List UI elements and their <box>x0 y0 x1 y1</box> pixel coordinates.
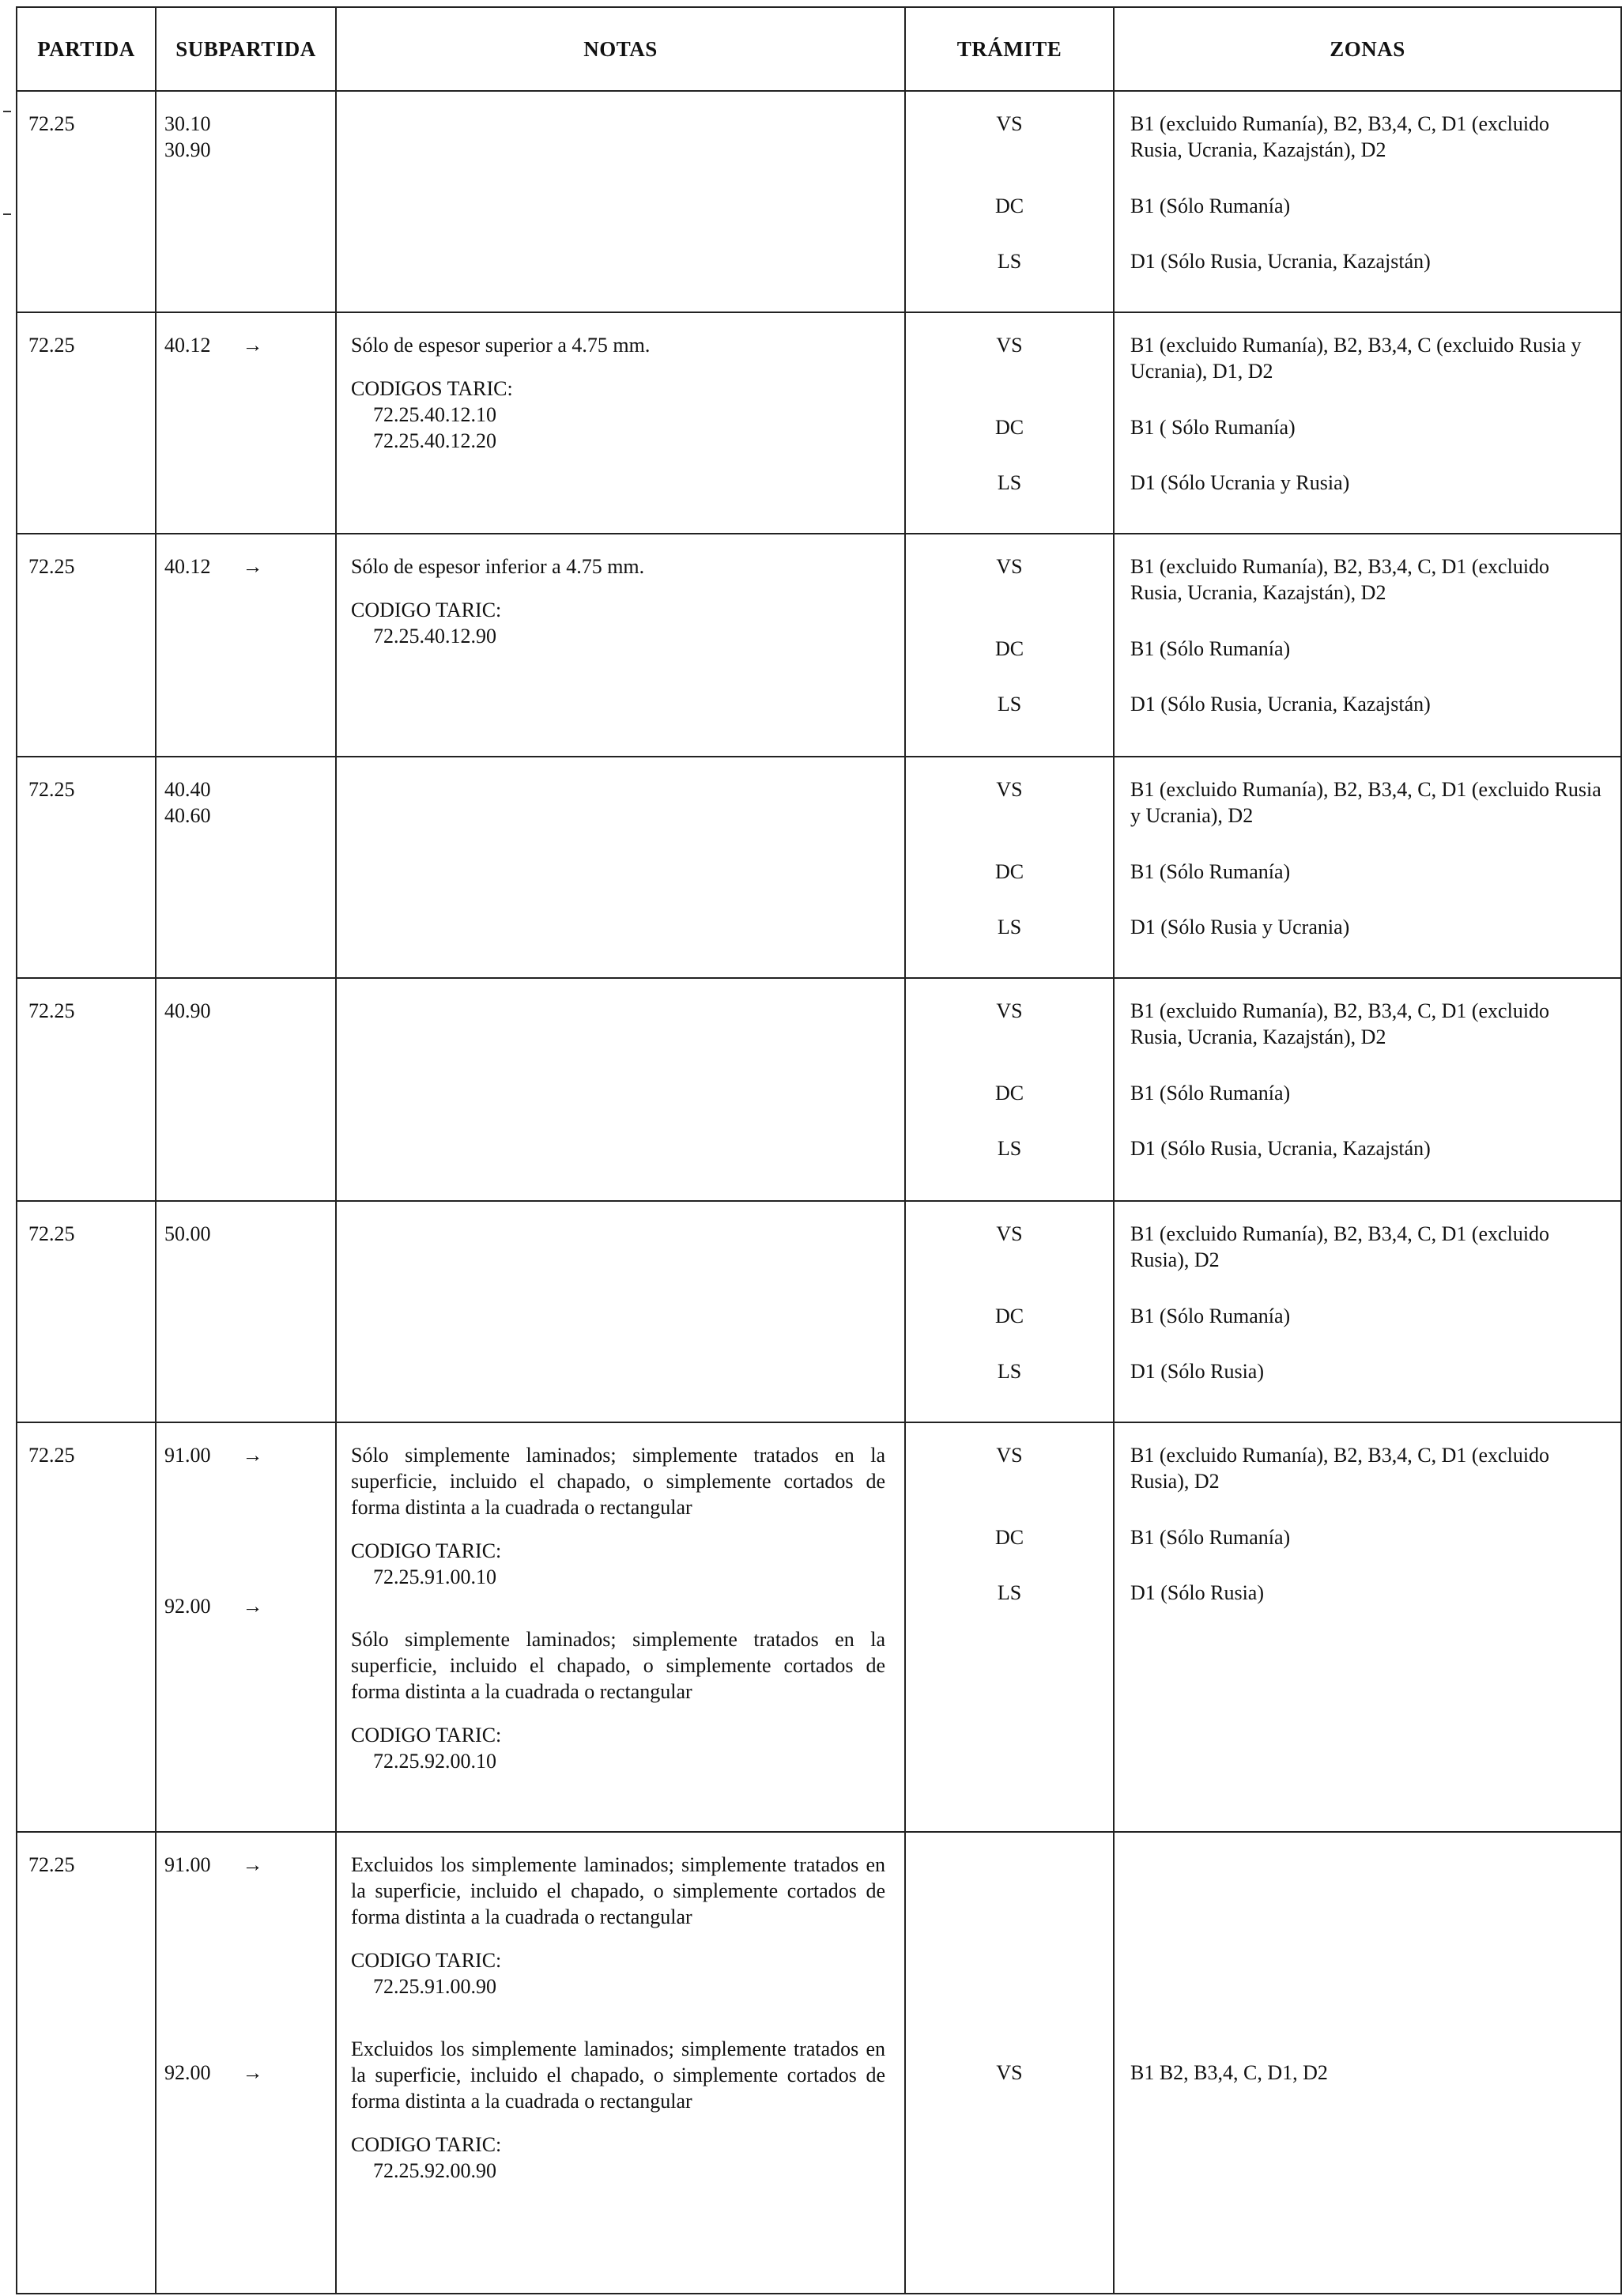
margin-mark <box>3 111 11 112</box>
partida-cell <box>17 91 156 312</box>
note-block <box>351 1626 885 1774</box>
tramite-cell <box>905 312 1114 534</box>
notas-cell <box>336 1422 905 1832</box>
tramite-value: VS <box>996 334 1023 357</box>
zona-value: B1 (Sólo Rumanía) <box>1130 860 1291 883</box>
arrow-icon: → <box>242 334 263 357</box>
arrow-icon: → <box>242 555 263 578</box>
table-row <box>17 534 1621 757</box>
tramite-cell <box>905 1832 1114 2294</box>
zona-value: B1 (Sólo Rumanía) <box>1130 1305 1291 1327</box>
tramite-value: DC <box>994 860 1024 883</box>
subpartida-cell <box>156 1832 336 2294</box>
tramite-value: LS <box>997 250 1022 273</box>
subpartida-cell <box>156 534 336 757</box>
tramite-value: LS <box>997 1360 1022 1383</box>
subpartida-code: 40.12 <box>164 555 211 578</box>
notas-cell <box>336 534 905 757</box>
tramite-cell <box>905 757 1114 978</box>
arrow-icon: → <box>242 1853 263 1876</box>
subpartida-line <box>164 111 335 137</box>
subpartida-code: 40.12 <box>164 334 211 357</box>
tramite-value: LS <box>997 693 1022 716</box>
zona-value: B1 (Sólo Rumanía) <box>1130 1526 1291 1549</box>
taric-codes <box>351 1564 885 1590</box>
zona-value: B1 ( Sólo Rumanía) <box>1130 416 1296 439</box>
partida-value: 72.25 <box>28 1853 75 1876</box>
zona-value: D1 (Sólo Rusia, Ucrania, Kazajstán) <box>1130 250 1431 273</box>
notas-cell <box>336 1201 905 1422</box>
subpartida-line <box>164 776 335 802</box>
taric-label: CODIGO TARIC: <box>351 599 502 621</box>
notas-cell <box>336 757 905 978</box>
zonas-cell <box>1114 534 1621 757</box>
zonas-cell <box>1114 91 1621 312</box>
zonas-cell <box>1114 312 1621 534</box>
header-partida: PARTIDA <box>17 7 156 91</box>
tramite-cell <box>905 534 1114 757</box>
subpartida-code: 92.00 <box>164 2061 211 2084</box>
header-subpartida: SUBPARTIDA <box>156 7 336 91</box>
header-zonas: ZONAS <box>1114 7 1621 91</box>
zona-value: D1 (Sólo Rusia y Ucrania) <box>1130 916 1350 938</box>
partida-value: 72.25 <box>28 999 75 1022</box>
tariff-table <box>16 6 1622 2294</box>
table-row <box>17 312 1621 534</box>
subpartida-code: 30.90 <box>164 138 211 161</box>
tramite-value: LS <box>997 916 1022 938</box>
note-block <box>351 2036 885 2184</box>
zona-value: B1 (excluido Rumanía), B2, B3,4, C (excluido Rusia y Ucrania), D1, D2 <box>1130 334 1582 383</box>
partida-value: 72.25 <box>28 1444 75 1467</box>
subpartida-line <box>164 802 335 829</box>
notas-cell <box>336 1832 905 2294</box>
taric-code: 72.25.40.12.10 <box>373 403 496 426</box>
subpartida-code: 91.00 <box>164 1444 211 1467</box>
zona-value: B1 (excluido Rumanía), B2, B3,4, C, D1 (excluido Rusia, Ucrania, Kazajstán), D2 <box>1130 555 1550 604</box>
header-row <box>17 7 1621 91</box>
zona-value: B1 (excluido Rumanía), B2, B3,4, C, D1 (excluido Rusia y Ucrania), D2 <box>1130 778 1601 827</box>
taric-codes <box>351 2158 885 2184</box>
zona-value: D1 (Sólo Rusia) <box>1130 1360 1264 1383</box>
notas-cell <box>336 978 905 1201</box>
subpartida-cell <box>156 1201 336 1422</box>
taric-label: CODIGO TARIC: <box>351 2133 502 2156</box>
taric-codes <box>351 402 885 454</box>
note-block <box>351 1852 885 2000</box>
partida-cell <box>17 1422 156 1832</box>
zona-value: D1 (Sólo Rusia, Ucrania, Kazajstán) <box>1130 1137 1431 1160</box>
zona-value: B1 (Sólo Rumanía) <box>1130 637 1291 660</box>
table-row <box>17 978 1621 1201</box>
zonas-cell <box>1114 1201 1621 1422</box>
subpartida-line <box>164 332 335 358</box>
table-row <box>17 1422 1621 1832</box>
tramite-value: VS <box>996 555 1023 578</box>
partida-cell <box>17 534 156 757</box>
taric-code: 72.25.91.00.90 <box>373 1975 496 1998</box>
zona-value: B1 (excluido Rumanía), B2, B3,4, C, D1 (excluido Rusia, Ucrania, Kazajstán), D2 <box>1130 999 1550 1048</box>
note-block <box>351 332 885 454</box>
zona-value: B1 (excluido Rumanía), B2, B3,4, C, D1 (excluido Rusia, Ucrania, Kazajstán), D2 <box>1130 112 1550 161</box>
taric-label: CODIGO TARIC: <box>351 1539 502 1562</box>
table-row <box>17 1201 1621 1422</box>
header-tramite: TRÁMITE <box>905 7 1114 91</box>
subpartida-cell <box>156 978 336 1201</box>
partida-value: 72.25 <box>28 778 75 801</box>
subpartida-line <box>164 1442 335 1468</box>
partida-cell <box>17 757 156 978</box>
subpartida-code: 40.60 <box>164 804 211 827</box>
subpartida-code: 40.40 <box>164 778 211 801</box>
taric-label: CODIGO TARIC: <box>351 1949 502 1972</box>
tramite-value: VS <box>996 999 1023 1022</box>
tramite-value: LS <box>997 1137 1022 1160</box>
note-block <box>351 553 885 649</box>
arrow-icon: → <box>242 2061 263 2084</box>
zona-value: B1 (Sólo Rumanía) <box>1130 194 1291 217</box>
tramite-value: LS <box>997 471 1022 494</box>
subpartida-line <box>164 553 335 580</box>
tramite-value: LS <box>997 1581 1022 1604</box>
zona-value: B1 (excluido Rumanía), B2, B3,4, C, D1 (excluido Rusia), D2 <box>1130 1222 1550 1271</box>
partida-cell <box>17 1832 156 2294</box>
subpartida-cell <box>156 757 336 978</box>
tramite-value: VS <box>996 2060 1023 2084</box>
arrow-icon: → <box>242 1595 263 1618</box>
subpartida-line <box>164 2060 335 2086</box>
partida-value: 72.25 <box>28 1222 75 1245</box>
taric-code: 72.25.40.12.20 <box>373 429 496 452</box>
taric-code: 72.25.92.00.90 <box>373 2159 496 2182</box>
tramite-cell <box>905 1201 1114 1422</box>
subpartida-code: 92.00 <box>164 1595 211 1618</box>
arrow-icon: → <box>242 1444 263 1467</box>
subpartida-line <box>164 1593 335 1619</box>
zona-value: D1 (Sólo Ucrania y Rusia) <box>1130 471 1350 494</box>
tramite-value: VS <box>996 778 1023 801</box>
table-row <box>17 1832 1621 2294</box>
subpartida-code: 91.00 <box>164 1853 211 1876</box>
taric-label: CODIGO TARIC: <box>351 1724 502 1747</box>
table-body <box>17 91 1621 2294</box>
tramite-cell <box>905 1422 1114 1832</box>
note-text: Sólo simplemente laminados; simplemente tratados en la superficie, incluido el chapado, o simplemente cortados de forma distinta a la cuadrada o rectangular <box>351 1444 885 1519</box>
taric-code: 72.25.91.00.10 <box>373 1565 496 1588</box>
partida-cell <box>17 978 156 1201</box>
notas-cell <box>336 312 905 534</box>
subpartida-line <box>164 1852 335 1878</box>
note-text: Sólo de espesor inferior a 4.75 mm. <box>351 555 645 578</box>
partida-cell <box>17 312 156 534</box>
tramite-value: VS <box>996 1444 1023 1467</box>
taric-code: 72.25.40.12.90 <box>373 625 496 648</box>
taric-codes <box>351 623 885 649</box>
tramite-value: DC <box>994 637 1024 660</box>
tramite-value: DC <box>994 1082 1024 1105</box>
tramite-cell <box>905 978 1114 1201</box>
table-row <box>17 91 1621 312</box>
tramite-value: DC <box>994 416 1024 439</box>
zonas-cell <box>1114 1832 1621 2294</box>
zonas-cell <box>1114 1422 1621 1832</box>
zona-value: B1 (Sólo Rumanía) <box>1130 1082 1291 1105</box>
notas-cell <box>336 91 905 312</box>
zonas-cell <box>1114 978 1621 1201</box>
tramite-value: DC <box>994 1526 1024 1549</box>
subpartida-cell <box>156 91 336 312</box>
partida-cell <box>17 1201 156 1422</box>
note-block <box>351 1442 885 1590</box>
table-row <box>17 757 1621 978</box>
note-text: Sólo simplemente laminados; simplemente tratados en la superficie, incluido el chapado, o simplemente cortados de forma distinta a la cuadrada o rectangular <box>351 1628 885 1703</box>
tramite-value: VS <box>996 1222 1023 1245</box>
header-notas: NOTAS <box>336 7 905 91</box>
taric-code: 72.25.92.00.10 <box>373 1750 496 1773</box>
taric-codes <box>351 1973 885 2000</box>
partida-value: 72.25 <box>28 555 75 578</box>
note-text: Excluidos los simplemente laminados; simplemente tratados en la superficie, incluido el chapado, o simplemente cortados de forma distinta a la cuadrada o rectangular <box>351 1853 885 1928</box>
margin-mark <box>3 213 11 215</box>
subpartida-line <box>164 1221 335 1247</box>
subpartida-line <box>164 137 335 163</box>
partida-value: 72.25 <box>28 112 75 135</box>
zona-value: D1 (Sólo Rusia) <box>1130 1581 1264 1604</box>
note-text: Sólo de espesor superior a 4.75 mm. <box>351 334 651 357</box>
tramite-cell <box>905 91 1114 312</box>
taric-codes <box>351 1748 885 1774</box>
zonas-cell <box>1114 757 1621 978</box>
zona-value: D1 (Sólo Rusia, Ucrania, Kazajstán) <box>1130 693 1431 716</box>
taric-label: CODIGOS TARIC: <box>351 377 513 400</box>
zona-value: B1 B2, B3,4, C, D1, D2 <box>1130 2060 1328 2084</box>
zona-value: B1 (excluido Rumanía), B2, B3,4, C, D1 (excluido Rusia), D2 <box>1130 1444 1550 1493</box>
partida-value: 72.25 <box>28 334 75 357</box>
subpartida-cell <box>156 312 336 534</box>
note-text: Excluidos los simplemente laminados; simplemente tratados en la superficie, incluido el chapado, o simplemente cortados de forma distinta a la cuadrada o rectangular <box>351 2037 885 2113</box>
subpartida-code: 50.00 <box>164 1222 211 1245</box>
tramite-value: DC <box>994 1305 1024 1327</box>
subpartida-line <box>164 998 335 1024</box>
subpartida-cell <box>156 1422 336 1832</box>
subpartida-code: 30.10 <box>164 112 211 135</box>
tramite-value: DC <box>994 194 1024 217</box>
tramite-value: VS <box>996 112 1023 135</box>
subpartida-code: 40.90 <box>164 999 211 1022</box>
